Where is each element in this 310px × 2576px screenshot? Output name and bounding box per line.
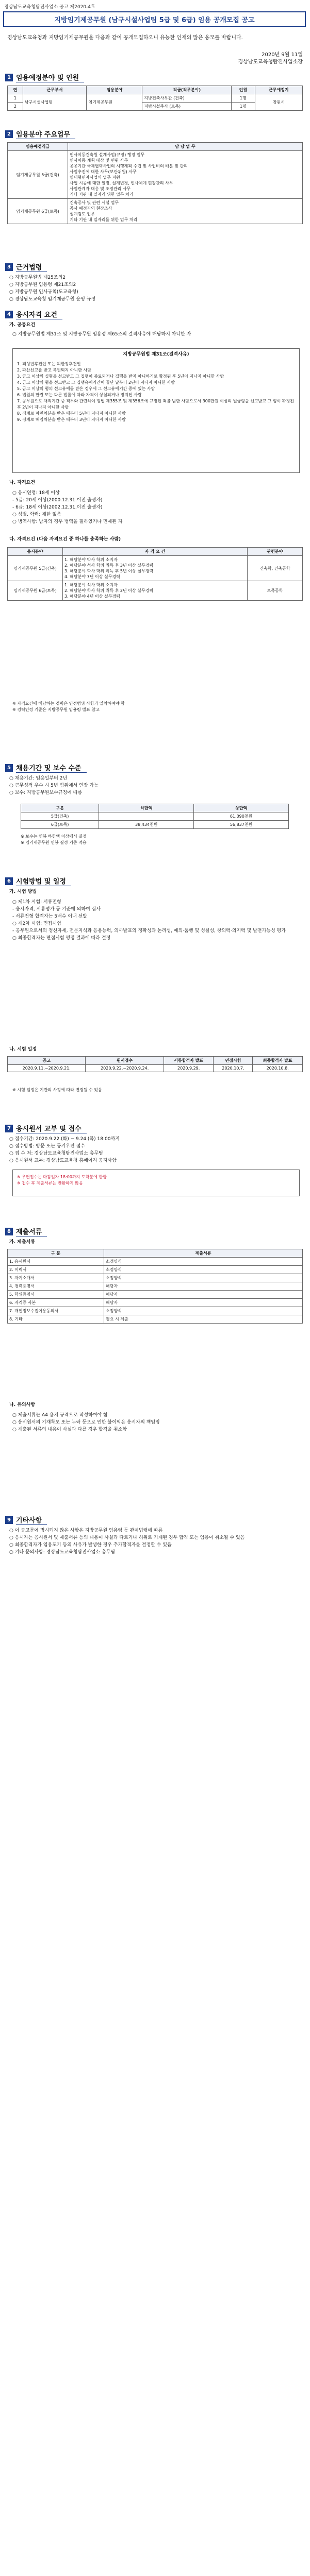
table-cell: 소정양식: [104, 1274, 303, 1282]
table-row: [8, 1315, 303, 1324]
table-cell: 6급(토목): [21, 821, 99, 829]
section-number: 2: [5, 130, 13, 138]
table-cell: 8. 기타: [8, 1315, 104, 1324]
section-7-heading: [5, 1123, 87, 1133]
table-cell: 2020.10.8.: [253, 1065, 303, 1072]
section-number: 8: [5, 1228, 13, 1235]
section-number: 7: [5, 1125, 13, 1132]
table-row: [21, 821, 289, 829]
box-list: [17, 361, 296, 423]
box-list: [17, 1174, 296, 1187]
list-item: ○ 경상남도교육청 임기제공무원 운영 규정: [9, 297, 96, 302]
section-number: 9: [5, 1516, 13, 1524]
section-title: 기타사항: [16, 1515, 47, 1525]
list-item: 공공기관 국제협력사업의 시행계획 수립 및 사업비의 배분 및 관리: [70, 164, 188, 168]
list-item: 사업관계자 대응 및 조정관리 사무: [70, 187, 131, 191]
list-item: 설계검토 업무: [70, 212, 95, 216]
table-row: [8, 1291, 303, 1299]
list-item: 1. 해당분야 석사 학위 소지자: [64, 583, 118, 587]
table-cell: 소정양식: [104, 1266, 303, 1274]
list-item: ○ 제출된 서류의 내용이 사실과 다를 경우 합격을 취소함: [12, 1427, 127, 1432]
date-block: [238, 52, 303, 66]
list-item: 1. 해당분야 박사 학위 소지자: [64, 557, 118, 562]
section-3-heading: [5, 262, 47, 272]
table-row: [8, 581, 303, 601]
table-cell: 건축학, 건축공학: [248, 556, 303, 581]
list-item: ○ 응시연령: 18세 이상: [12, 490, 60, 496]
list-item: ○ 기타 문의사항: 경상남도교육청탐진사업소 총무팀: [9, 1550, 115, 1555]
list-item: ○ 접수방법: 방문 또는 등기우편 접수: [9, 1144, 85, 1149]
section-number: 5: [5, 764, 13, 772]
list-item: 사업추진에 대한 사무(보관위원) 사무: [70, 170, 137, 174]
table-header: 제출서류: [104, 1249, 303, 1258]
section-number: 1: [5, 74, 13, 81]
period-list: [9, 775, 298, 796]
table-cell: 7. 개인정보수집이용동의서: [8, 1307, 104, 1315]
list-item: 6. 법원의 판결 또는 다른 법률에 따라 자격이 상실되거나 정지된 사람: [17, 393, 142, 397]
table-cell: 창원시: [255, 94, 302, 111]
list-item: ○ 제1차 시험: 서류전형: [12, 900, 61, 905]
notice-number: 경상남도교육청탐진사업소 공고 제2020-4호: [4, 5, 95, 10]
table-header: 담 당 업 무: [68, 143, 303, 151]
table-header: 원서접수: [86, 1057, 164, 1065]
table-header: 자 격 요 건: [63, 548, 248, 556]
list-item: 1. 피성년후견인 또는 피한정후견인: [17, 362, 81, 366]
section-title: 시험방법 및 일정: [16, 876, 71, 886]
table-row: [8, 556, 303, 581]
table-header: 임용예정직급: [8, 143, 68, 151]
table-cell: 임기제공무원 5급(건축): [8, 151, 68, 199]
table-cell: 임기제공무원 6급(토목): [8, 581, 63, 601]
table-cell: 5급(건축): [21, 812, 99, 821]
table-cell: 5. 학위증명서: [8, 1291, 104, 1299]
subheading: 가. 공통요건: [9, 323, 36, 328]
table-row: [8, 1065, 303, 1072]
list-item: 4. 금고 이상의 형을 선고받고 그 집행유예기간이 끝난 날부터 2년이 지나지 아니한 사람: [17, 380, 175, 385]
section-4-heading: [5, 309, 62, 319]
list-item: 2. 해당분야 학사 학위 취득 후 2년 이상 실무경력: [64, 588, 154, 593]
section-5-heading: [5, 762, 87, 773]
table-header: 근무부서: [23, 86, 87, 94]
list-item: 공사 예정지의 현장조사: [70, 206, 112, 211]
section-number: 6: [5, 877, 13, 885]
section-title: 응시원서 교부 및 접수: [16, 1123, 87, 1133]
disqualification-box: [12, 348, 300, 473]
list-item: ○ 최종합격자는 면접시험 평정 결과에 따라 결정: [12, 936, 111, 941]
documents-table: [7, 1249, 303, 1324]
table-cell: 56,837천원: [194, 821, 289, 829]
table-row: [8, 1299, 303, 1307]
table-cell: 소정양식: [104, 1258, 303, 1266]
table-header: 공고: [8, 1057, 86, 1065]
note: ※ 우편접수는 마감일자 18:00까지 도착분에 한함: [17, 1175, 107, 1179]
list-item: ○ 지방공무원법 제25조의2: [9, 275, 66, 280]
table-row: [8, 151, 303, 199]
table-row: [8, 199, 303, 224]
list-item: 7. 공무원으로 재직기간 중 직무와 관련하여 형법 제355조 및 제356조에 규정된 죄를 범한 사람으로서 300만원 이상의 벌금형을 선고받고 그 형이 확정된 후 2년이 지나지 아니한 사람: [17, 399, 295, 410]
list-item: - 6급: 18세 이상(2002.12.31.이전 출생자): [12, 505, 103, 510]
section-1-heading: [5, 72, 84, 82]
list-item: ○ 접 수 처: 경상남도교육청탐진사업소 총무팀: [9, 1151, 103, 1156]
list-item: ○ 채용기간: 임용일부터 2년: [9, 776, 68, 781]
note: ※ 접수 후 제출서류는 반환하지 않음: [17, 1181, 83, 1185]
note: ※ 자격요건에 해당하는 경력은 인정범위 사항과 일치하여야 함: [12, 701, 125, 706]
positions-table: [7, 86, 303, 111]
section-title: 제출서류: [16, 1226, 47, 1236]
list-item: 3. 해당분야 4년 이상 실무경력: [64, 594, 120, 599]
application-note-box: [12, 1170, 300, 1196]
subheading: 다. 자격요건 (다음 자격요건 중 하나를 충족하는 사람): [9, 537, 121, 542]
table-cell: 2020.9.11.~2020.9.21.: [8, 1065, 86, 1072]
subheading: 가. 시험 방법: [9, 889, 37, 894]
list-item: ○ 근무성적 우수 시 5년 범위에서 연장 가능: [9, 783, 99, 788]
section-title: 응시자격 요건: [16, 309, 62, 319]
table-cell: [63, 581, 248, 601]
section-number: 4: [5, 311, 13, 318]
list-item: - 응시자격, 서류평가 등 기준에 의하여 심사: [12, 907, 101, 912]
table-cell: 2. 이력서: [8, 1266, 104, 1274]
table-cell: 38,434천원: [99, 821, 194, 829]
notice-date: 2020년 9월 11일: [262, 52, 303, 58]
list-item: ○ 제출서류는 A4 용지 규격으로 작성하여야 함: [12, 1413, 108, 1418]
list-item: 5. 금고 이상의 형의 선고유예를 받은 경우에 그 선고유예기간 중에 있는 사람: [17, 386, 155, 391]
notice-title: 지방임기제공무원 (남구시설사업팀 5급 및 6급) 임용 공개모집 공고: [54, 16, 255, 24]
list-item: 4. 해당분야 7년 이상 실무경력: [64, 574, 120, 579]
table-header: 근무예정지: [255, 86, 302, 94]
list-item: 기타 기관 내 일자리 위한 업무 처리: [70, 192, 134, 197]
list-item: - 공무원으로서의 정신자세, 전문지식과 응용능력, 의사발표의 정확성과 논리성, 예의·품행 및 성실성, 창의력·의지력 및 발전가능성 평가: [12, 928, 286, 934]
table-cell: 1명: [232, 103, 255, 111]
table-header: 면접시험: [214, 1057, 253, 1065]
list-item: 8. 징계로 파면처분을 받은 때부터 5년이 지나지 아니한 사람: [17, 411, 126, 416]
table-cell: 지방건축사무관 (건축): [142, 94, 232, 103]
list-item: 인사이동건축원 설계사업(규정) 행정 업무: [70, 152, 145, 157]
list-item: ○ 제2차 시험: 면접시험: [12, 921, 61, 926]
intro-text: 경상남도교육청과 지방임기제공무원을 다음과 같이 공개모집하오니 유능한 인재의 많은 응모를 바랍니다.: [7, 35, 243, 41]
list-item: 인사이동 계획 대상 및 민원 사무: [70, 158, 128, 163]
section-title: 임용분야 주요업무: [16, 129, 75, 139]
subheading: 나. 자격요건: [9, 480, 36, 485]
subheading: 가. 제출서류: [9, 1240, 36, 1245]
table-cell: 2020.9.22.~2020.9.24.: [86, 1065, 164, 1072]
table-row: [8, 94, 303, 103]
table-header: 구 분: [8, 1249, 104, 1258]
list-item: ○ 이 공고문에 명시되지 않은 사항은 지방공무원 임용령 등 관계법령에 따름: [9, 1528, 163, 1533]
note: ※ 보수는 연봉 하한액 이상에서 결정: [21, 834, 87, 839]
table-cell: 3. 자기소개서: [8, 1274, 104, 1282]
table-cell: 해당자: [104, 1291, 303, 1299]
list-item: - 5급: 20세 이상(2000.12.31.이전 출생자): [12, 498, 103, 503]
section-title: 근거법령: [16, 262, 47, 272]
table-cell: 임기제공무원: [87, 94, 142, 111]
table-cell: 임기제공무원 6급(토목): [8, 199, 68, 224]
list-item: ○ 응시원서 교부: 경상남도교육청 홈페이지 공지사항: [9, 1158, 117, 1163]
table-cell: 남구시설사업팀: [23, 94, 87, 111]
list-item: 2. 해당분야 석사 학위 취득 후 3년 이상 실무경력: [64, 563, 154, 568]
list-item: 3. 해당분야 학사 학위 취득 후 5년 이상 실무경력: [64, 569, 154, 573]
notice-issuer: 경상남도교육청탐진사업소장: [238, 59, 303, 65]
list-item: ○ 보수: 지방공무원보수규정에 따름: [9, 790, 83, 795]
table-header: 인원: [232, 86, 255, 94]
table-cell: 1: [8, 94, 23, 103]
section-8-heading: [5, 1226, 47, 1236]
list-item: 9. 징계로 해임처분을 받은 때부터 3년이 지나지 아니한 사람: [17, 417, 126, 422]
list-item: - 서류전형 합격자는 5배수 이내 선발: [12, 914, 87, 919]
table-header: 연: [8, 86, 23, 94]
table-row: [21, 812, 289, 821]
list-item: 임대형민자사업의 업무 지원: [70, 175, 120, 180]
table-cell: 해당자: [104, 1282, 303, 1291]
table-header: 구분: [21, 804, 99, 812]
salary-table: [21, 804, 289, 829]
table-row: [8, 1266, 303, 1274]
table-cell: 4. 경력증명서: [8, 1282, 104, 1291]
table-header: 하한액: [99, 804, 194, 812]
table-cell: 2: [8, 103, 23, 111]
table-cell: 필요 시 제출: [104, 1315, 303, 1324]
list-item: ○ 지방공무원 임용령 제21조의2: [9, 282, 76, 287]
misc-list: [9, 1527, 298, 1556]
note: ※ 경력인정 기준은 지방공무원 임용령 별표 참고: [12, 707, 100, 712]
table-row: [8, 1274, 303, 1282]
application-list: [9, 1136, 298, 1164]
table-cell: 토목공학: [248, 581, 303, 601]
subheading: 나. 유의사항: [9, 1402, 36, 1408]
note: ※ 시험 일정은 기관의 사정에 따라 변경될 수 있음: [12, 1088, 102, 1092]
list-item: 3. 금고 이상의 실형을 선고받고 그 집행이 종료되거나 집행을 받지 아니하기로 확정된 후 5년이 지나지 아니한 사람: [17, 374, 224, 379]
table-row: [8, 1307, 303, 1315]
duties-table: [7, 142, 303, 224]
list-item: ○ 최종합격자가 임용포기 등의 사유가 발생한 경우 추가합격자를 결정할 수 있음: [9, 1543, 172, 1548]
qualification-table: [7, 547, 303, 601]
table-cell: 해당자: [104, 1299, 303, 1307]
table-cell: [68, 151, 303, 199]
table-cell: 61,090천원: [194, 812, 289, 821]
table-cell: 1. 응시원서: [8, 1258, 104, 1266]
section-title: 채용기간 및 보수 수준: [16, 762, 87, 773]
table-cell: 6. 자격증 사본: [8, 1299, 104, 1307]
notes: [12, 701, 301, 713]
list-item: ○ 응시원서의 기재착오 또는 누락 등으로 인한 불이익은 응시자의 책임임: [12, 1420, 160, 1425]
box-title: 지방공무원법 제31조(결격사유): [123, 352, 189, 357]
table-header: 상한액: [194, 804, 289, 812]
list-item: 기타 기관 내 일자리를 위한 업무 처리: [70, 217, 138, 222]
list-item: ○ 병역사항: 남자의 경우 병역을 필하였거나 면제된 자: [12, 519, 123, 524]
notes: [21, 834, 289, 846]
table-cell: 임기제공무원 5급(건축): [8, 556, 63, 581]
section-9-heading: [5, 1515, 47, 1525]
table-header: 최종합격자 발표: [253, 1057, 303, 1065]
list-item: 사업 시공에 대한 일정, 설계변경, 인사체계 현장관리 사무: [70, 181, 173, 185]
table-header: 응시분야: [8, 548, 63, 556]
note: ※ 임기제공무원 연봉 결정 기준 적용: [21, 840, 87, 845]
section-number: 3: [5, 263, 13, 271]
list-item: ○ 지방공무원 인사규칙(도교육청): [9, 290, 78, 295]
section-title: 임용예정분야 및 인원: [16, 72, 84, 82]
list-item: ○ 응시자는 응시원서 및 제출서류 등의 내용이 사실과 다르거나 허위로 기재된 경우 합격 또는 임용이 취소될 수 있음: [9, 1535, 245, 1540]
list-item: 2. 파산선고를 받고 복권되지 아니한 사람: [17, 368, 91, 372]
table-cell: 2020.9.29.: [164, 1065, 214, 1072]
table-cell: 지방시설주사 (토목): [142, 103, 232, 111]
list-item: 건축공사 및 관련 시설 업무: [70, 200, 119, 205]
method-list: [12, 899, 301, 942]
table-header: 임용분야: [87, 86, 142, 94]
table-row: [8, 1282, 303, 1291]
table-cell: 소정양식: [104, 1307, 303, 1315]
list-item: ○ 성별, 학력: 제한 없음: [12, 512, 61, 517]
table-header: 직급(직무분야): [142, 86, 232, 94]
precautions-list: [12, 1412, 301, 1433]
table-cell: 2020.10.7.: [214, 1065, 253, 1072]
notice-title-box: [3, 11, 306, 27]
table-row: [8, 1258, 303, 1266]
section-6-heading: [5, 876, 71, 886]
table-header: 서류합격자 발표: [164, 1057, 214, 1065]
table-cell: [99, 812, 194, 821]
schedule-table: [7, 1056, 303, 1072]
section-2-heading: [5, 129, 75, 139]
laws-list: [9, 274, 298, 303]
paragraph: ○ 지방공무원법 제31조 및 지방공무원 임용령 제65조의 결격사유에 해당하지 아니한 자: [12, 332, 191, 337]
conditions-list: [12, 489, 301, 526]
list-item: ○ 접수기간: 2020.9.22.(화) ~ 9.24.(목) 18:00까지: [9, 1137, 120, 1142]
table-cell: 1명: [232, 94, 255, 103]
table-cell: [68, 199, 303, 224]
table-cell: [63, 556, 248, 581]
table-header: 관련분야: [248, 548, 303, 556]
subheading: 나. 시험 일정: [9, 1047, 37, 1052]
